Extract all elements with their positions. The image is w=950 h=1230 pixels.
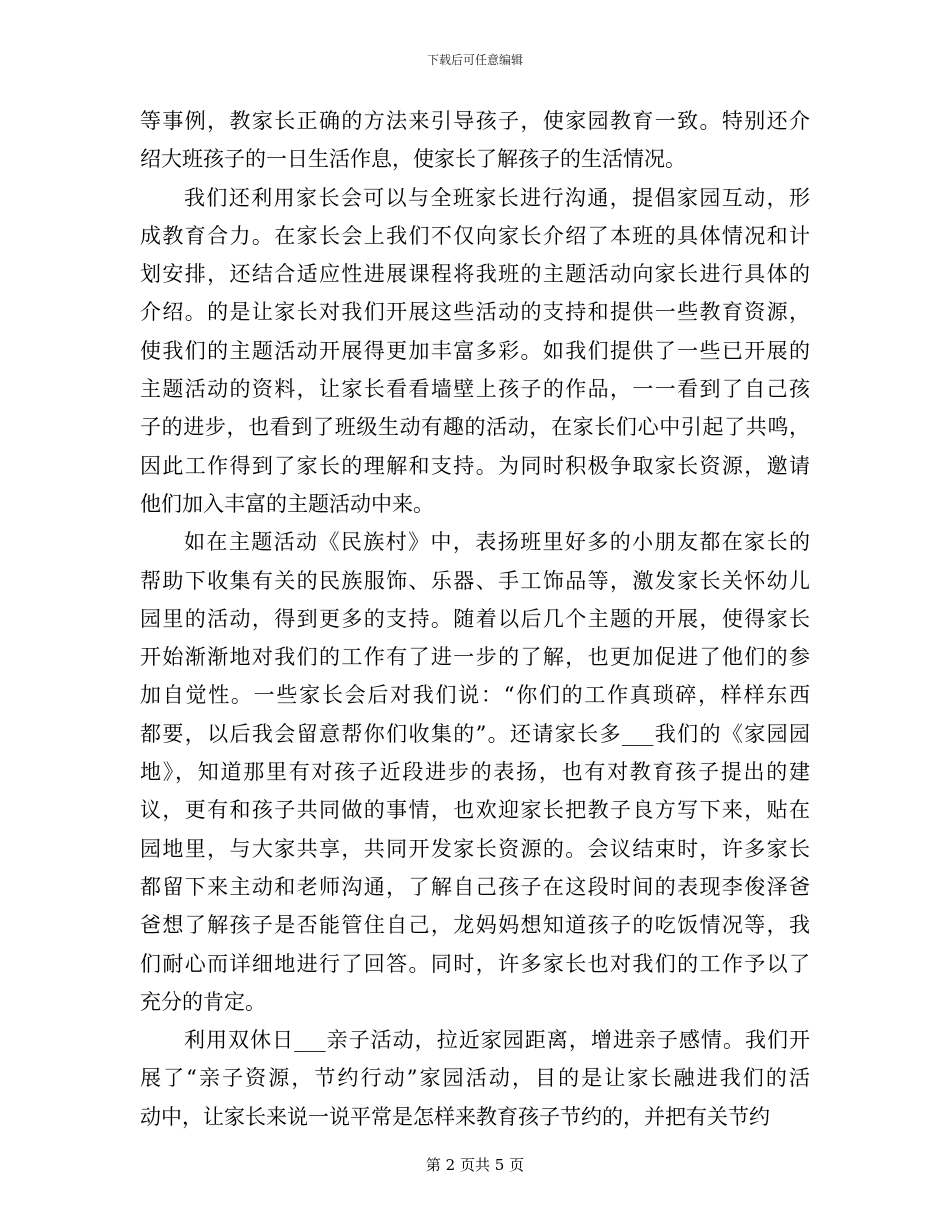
paragraph <box>140 523 810 1021</box>
paragraph <box>140 1021 810 1136</box>
text-line: 我们还利用家长会可以与全班家长进行沟通，提倡家园互动，形 <box>184 185 810 210</box>
text-line: 园地里，与大家共享，共同开发家长资源的。会议结束时，许多家长 <box>140 836 810 861</box>
text-line: 爸想了解孩子是否能管住自己，龙妈妈想知道孩子的吃饭情况等，我 <box>140 913 810 938</box>
text-line: 绍大班孩子的一日生活作息，使家长了解孩子的生活情况。 <box>140 147 686 172</box>
text-line: 如在主题活动《民族村》中，表扬班里好多的小朋友都在家长的 <box>184 530 810 555</box>
text-line: 都留下来主动和老师沟通，了解自己孩子在这段时间的表现李俊泽爸 <box>140 874 810 899</box>
text-line: 充分的肯定。 <box>140 989 266 1014</box>
paragraph <box>140 179 810 524</box>
text-line: 因此工作得到了家长的理解和支持。为同时积极争取家长资源，邀请 <box>140 453 810 478</box>
text-line: 议，更有和孩子共同做的事情，也欢迎家长把教子良方写下来，贴在 <box>140 798 810 823</box>
text-line: 展了“亲子资源，节约行动”家园活动，目的是让家长融进我们的活 <box>140 1066 810 1091</box>
text-line: 园里的活动，得到更多的支持。随着以后几个主题的开展，使得家长 <box>140 606 810 631</box>
document-body <box>140 102 810 1136</box>
text-line: 主题活动的资料，让家长看看墙壁上孩子的作品，一一看到了自己孩 <box>140 377 810 402</box>
text-line: 地》，知道那里有对孩子近段进步的表扬，也有对教育孩子提出的建 <box>140 760 810 785</box>
text-line: 利用双休日___亲子活动，拉近家园距离，增进亲子感情。我们开 <box>184 1028 810 1053</box>
text-line: 他们加入丰富的主题活动中来。 <box>140 491 434 516</box>
paragraph <box>140 102 810 179</box>
page-header: 下载后可任意编辑 <box>426 53 523 67</box>
text-line: 们耐心而详细地进行了回答。同时，许多家长也对我们的工作予以了 <box>140 951 810 976</box>
text-line: 使我们的主题活动开展得更加丰富多彩。如我们提供了一些已开展的 <box>140 338 810 363</box>
page-number: 第 2 页共 5 页 <box>425 1156 525 1174</box>
text-line: 介绍。的是让家长对我们开展这些活动的支持和提供一些教育资源， <box>140 300 810 325</box>
text-line: 动中，让家长来说一说平常是怎样来教育孩子节约的，并把有关节约 <box>140 1104 770 1129</box>
text-line: 帮助下收集有关的民族服饰、乐器、手工饰品等，激发家长关怀幼儿 <box>140 568 810 593</box>
text-line: 加自觉性。一些家长会后对我们说：“你们的工作真琐碎，样样东西 <box>140 683 810 708</box>
text-line: 划安排，还结合适应性进展课程将我班的主题活动向家长进行具体的 <box>140 262 810 287</box>
text-line: 等事例，教家长正确的方法来引导孩子，使家园教育一致。特别还介 <box>140 109 810 133</box>
text-line: 成教育合力。在家长会上我们不仅向家长介绍了本班的具体情况和计 <box>140 223 810 248</box>
text-line: 都要，以后我会留意帮你们收集的”。还请家长多___我们的《家园园 <box>140 721 810 746</box>
text-line: 开始渐渐地对我们的工作有了进一步的了解，也更加促进了他们的参 <box>140 645 810 670</box>
text-line: 子的进步，也看到了班级生动有趣的活动，在家长们心中引起了共鸣， <box>140 415 810 440</box>
